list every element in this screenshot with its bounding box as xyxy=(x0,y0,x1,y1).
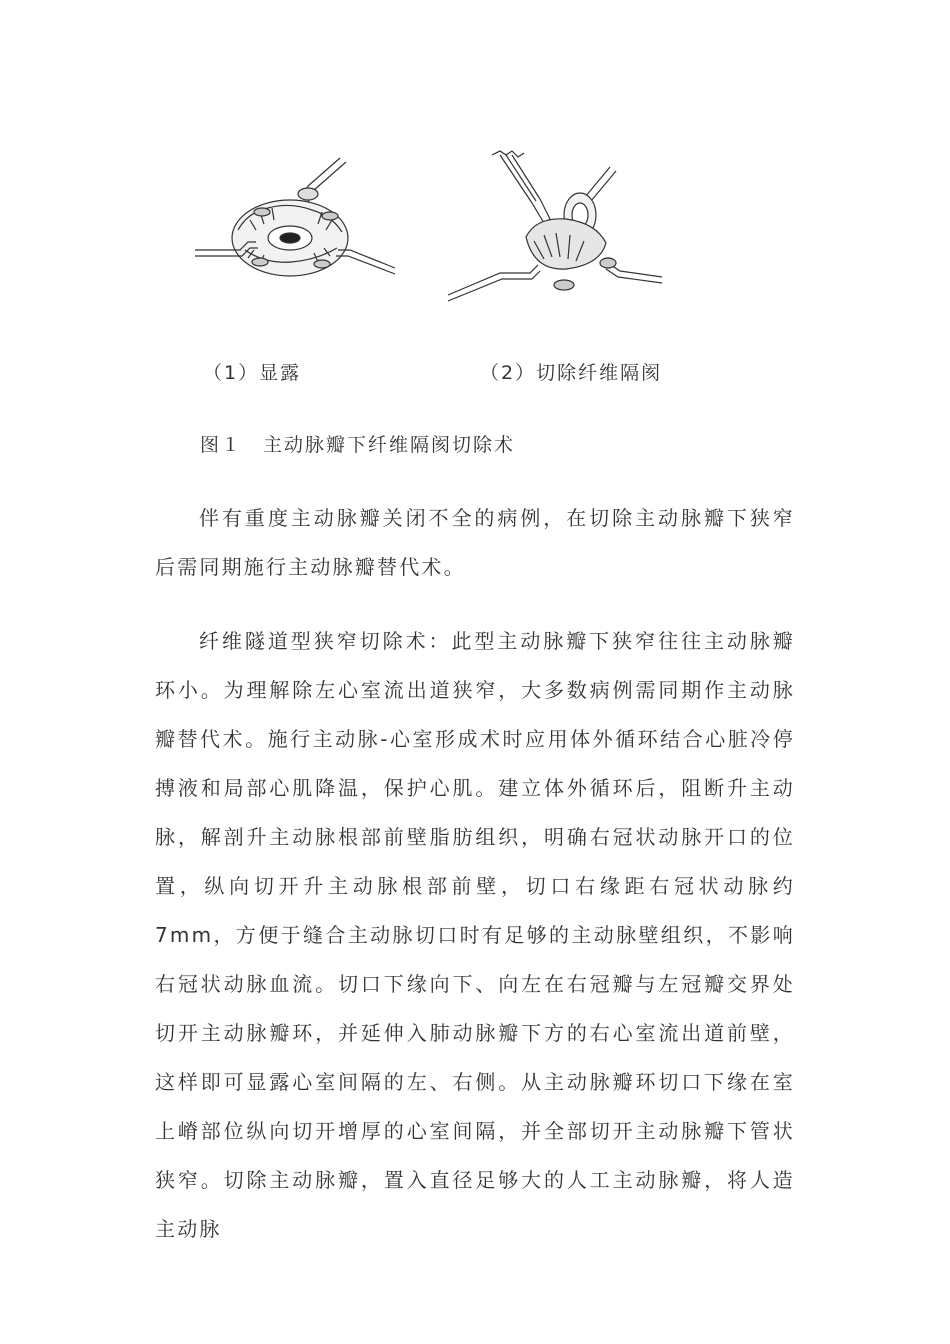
paragraph: 纤维隧道型狭窄切除术：此型主动脉瓣下狭窄往往主动脉瓣环小。为理解除左心室流出道狭窄，大多数病例需同期作主动脉瓣替代术。施行主动脉-心室形成术时应用体外循环结合心脏冷停搏液和局部心肌降温，保护心肌。建立体外循环后，阻断升主动脉，解剖升主动脉根部前壁脂肪组织，明确右冠状动脉开口的位置，纵向切开升主动脉根部前壁，切口右缘距右冠状动脉约7mm，方便于缝合主动脉切口时有足够的主动脉壁组织，不影响右冠状动脉血流。切口下缘向下、向左在右冠瓣与左冠瓣交界处切开主动脉瓣环，并延伸入肺动脉瓣下方的右心室流出道前壁，这样即可显露心室间隔的左、右侧。从主动脉瓣环切口下缘在室上嵴部位纵向切开增厚的心室间隔，并全部切开主动脉瓣下管状狭窄。切除主动脉瓣，置入直径足够大的人工主动脉瓣，将人造主动脉 xyxy=(155,629,795,1241)
surgical-exposure-illustration xyxy=(190,150,400,285)
paragraph: 伴有重度主动脉瓣关闭不全的病例，在切除主动脉瓣下狭窄后需同期施行主动脉瓣替代术。 xyxy=(155,506,795,579)
figure-caption-1: （1）显露 xyxy=(203,362,302,384)
figure-caption-2: （2）切除纤维隔阂 xyxy=(480,362,663,384)
figure xyxy=(0,0,950,384)
figure-title: 图１ 主动脉瓣下纤维隔阂切除术 xyxy=(200,434,516,456)
fibrous-membrane-resection-illustration xyxy=(440,145,670,305)
